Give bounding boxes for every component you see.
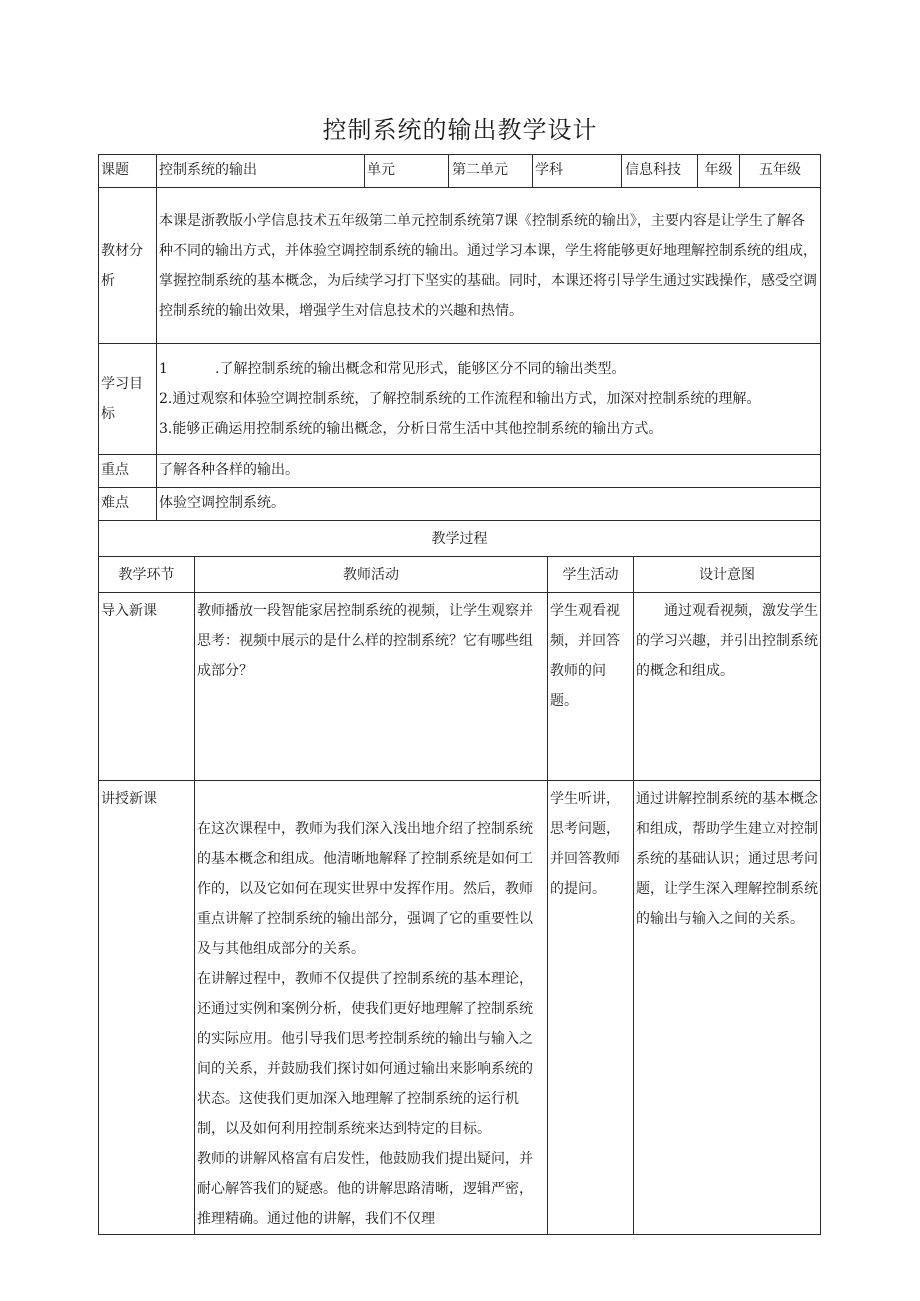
subject-label: 学科 xyxy=(533,155,622,188)
process-heading-row xyxy=(99,521,821,557)
goal-text: .了解控制系统的输出概念和常见形式，能够区分不同的输出类型。 xyxy=(215,361,626,377)
teacher-paragraph: 在讲解过程中，教师不仅提供了控制系统的基本理论，还通过实例和案例分析，使我们更好地理解了控制系统的实际应用。他引导我们思考控制系统的输出与输入之间的关系，并鼓励我们探讨如何通过输出来影响系统的状态。这使我们更加深入地理解了控制系统的运行机制，以及如何利用控制系统来达到特定的目标。 xyxy=(197,971,533,1137)
grade-value: 五年级 xyxy=(740,155,821,188)
key-point-label: 重点 xyxy=(99,455,157,488)
process-row-lecture xyxy=(99,781,821,1235)
stage-cell: 讲授新课 xyxy=(99,781,195,1235)
design-intent-cell: 通过观看视频，激发学生的学习兴趣，并引出控制系统的概念和组成。 xyxy=(634,593,821,781)
page-title: 控制系统的输出教学设计 xyxy=(322,116,598,144)
teacher-paragraph: 教师播放一段智能家居控制系统的视频，让学生观察并思考：视频中展示的是什么样的控制系统？它有哪些组成部分？ xyxy=(197,603,533,679)
student-activity-cell: 学生听讲，思考问题，并回答教师的提问。 xyxy=(548,781,634,1235)
goal-number: 1 xyxy=(159,361,168,377)
grade-label: 年级 xyxy=(698,155,740,188)
student-activity-cell: 学生观看视频，并回答教师的问题。 xyxy=(548,593,634,781)
column-header-stage: 教学环节 xyxy=(99,557,195,593)
subject-value: 信息科技 xyxy=(622,155,698,188)
goal-item xyxy=(159,384,818,414)
process-heading: 教学过程 xyxy=(99,521,821,557)
teacher-paragraph: 教师的讲解风格富有启发性，他鼓励我们提出疑问，并耐心解答我们的疑惑。他的讲解思路清晰，逻辑严密，推理精确。通过他的讲解，我们不仅理 xyxy=(197,1151,533,1227)
stage-cell: 导入新课 xyxy=(99,593,195,781)
goal-text: 2.通过观察和体验空调控制系统，了解控制系统的工作流程和输出方式，加深对控制系统的理解。 xyxy=(159,391,761,407)
key-point-row xyxy=(99,455,821,488)
process-row-intro xyxy=(99,593,821,781)
difficulty-row xyxy=(99,488,821,521)
difficulty-label: 难点 xyxy=(99,488,157,521)
unit-label: 单元 xyxy=(365,155,449,188)
process-header-row xyxy=(99,557,821,593)
goal-item xyxy=(159,414,818,444)
lesson-plan-table xyxy=(98,154,821,1235)
key-point-text: 了解各种各样的输出。 xyxy=(157,455,821,488)
topic-value: 控制系统的输出 xyxy=(157,155,365,188)
goals-row xyxy=(99,344,821,455)
topic-label: 课题 xyxy=(99,155,157,188)
column-header-intent: 设计意图 xyxy=(634,557,821,593)
teacher-paragraph: 在这次课程中，教师为我们深入浅出地介绍了控制系统的基本概念和组成。他清晰地解释了控制系统是如何工作的，以及它如何在现实世界中发挥作用。然后，教师重点讲解了控制系统的输出部分，强调了它的重要性以及与其他组成部分的关系。 xyxy=(197,821,533,957)
goal-item xyxy=(159,354,818,384)
info-row xyxy=(99,155,821,188)
column-header-teacher: 教师活动 xyxy=(195,557,548,593)
goals-list xyxy=(157,344,821,455)
analysis-row xyxy=(99,188,821,344)
teacher-activity-cell xyxy=(195,781,548,1235)
teacher-activity-cell xyxy=(195,593,548,781)
difficulty-text: 体验空调控制系统。 xyxy=(157,488,821,521)
goals-label: 学习目标 xyxy=(99,344,157,455)
design-intent-cell: 通过讲解控制系统的基本概念和组成，帮助学生建立对控制系统的基础认识；通过思考问题，让学生深入理解控制系统的输出与输入之间的关系。 xyxy=(634,781,821,1235)
unit-value: 第二单元 xyxy=(449,155,533,188)
goal-text: 3.能够正确运用控制系统的输出概念，分析日常生活中其他控制系统的输出方式。 xyxy=(159,421,663,437)
analysis-text: 本课是浙教版小学信息技术五年级第二单元控制系统第7课《控制系统的输出》，主要内容是让学生了解各种不同的输出方式，并体验空调控制系统的输出。通过学习本课，学生将能够更好地理解控制系统的组成，掌握控制系统的基本概念，为后续学习打下坚实的基础。同时，本课还将引导学生通过实践操作，感受空调控制系统的输出效果，增强学生对信息技术的兴趣和热情。 xyxy=(159,212,817,319)
analysis-label: 教材分析 xyxy=(99,188,157,344)
column-header-student: 学生活动 xyxy=(548,557,634,593)
